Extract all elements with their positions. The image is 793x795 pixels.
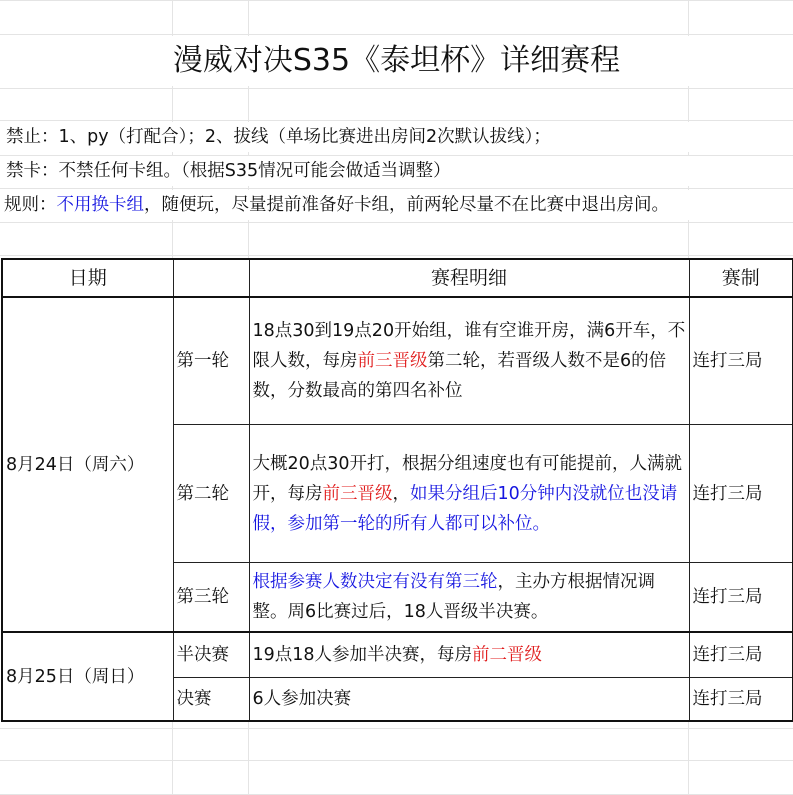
ban-line: 禁止：1、py（打配合）；2、拔线（单场比赛进出房间2次默认拔线）； — [0, 122, 793, 152]
round-format: 连打三局 — [689, 297, 793, 425]
detail-text: 19点18人参加半决赛，每房 — [252, 645, 473, 665]
detail-highlight-red: 前三晋级 — [322, 483, 393, 504]
round-detail: 6人参加决赛 — [249, 678, 689, 722]
header-round — [173, 259, 249, 297]
page-title: 漫威对决S35《泰坦杯》详细赛程 — [0, 36, 793, 86]
detail-highlight-red: 前二晋级 — [472, 645, 543, 665]
detail-text: 18点30到19点20开始组，谁有空谁开房，满6开车，不限人数，每房 — [252, 321, 686, 371]
round-name: 第二轮 — [173, 425, 249, 563]
rule-prefix: 规则： — [4, 195, 57, 215]
detail-text: ， — [392, 483, 410, 504]
detail-highlight-blue: 根据参赛人数决定有没有第三轮 — [252, 572, 498, 592]
round-name: 第三轮 — [173, 563, 249, 633]
detail-text: 第二轮，若晋级人数不是6的倍数，分数最高的第四名补位 — [252, 351, 667, 401]
detail-text: ，主办方根据情况调整。周6比赛过后，18人晋级半决赛。 — [252, 572, 655, 622]
schedule-table — [1, 258, 793, 722]
header-detail: 赛程明细 — [249, 259, 689, 297]
detail-text: 大概20点30开打，根据分组速度也有可能提前，人满就开，每房 — [252, 453, 683, 504]
date-cell-day1: 8月24日（周六） — [2, 297, 173, 632]
ban-card-line: 禁卡：不禁任何卡组。（根据S35情况可能会做适当调整） — [0, 156, 793, 186]
table-row — [2, 632, 793, 678]
round-format: 连打三局 — [689, 678, 793, 722]
detail-highlight-blue: 如果分组后10分钟内没就位也没请假，参加第一轮的所有人都可以补位。 — [252, 483, 678, 534]
rule-line — [0, 190, 793, 220]
rule-suffix: ，随便玩，尽量提前准备好卡组，前两轮尽量不在比赛中退出房间。 — [144, 195, 669, 215]
round-detail — [249, 563, 689, 633]
table-row — [2, 297, 793, 425]
round-detail — [249, 425, 689, 563]
round-format: 连打三局 — [689, 425, 793, 563]
date-cell-day2: 8月25日（周日） — [2, 632, 173, 721]
round-detail — [249, 297, 689, 425]
round-name: 第一轮 — [173, 297, 249, 425]
round-detail — [249, 632, 689, 678]
round-format: 连打三局 — [689, 632, 793, 678]
header-date: 日期 — [2, 259, 173, 297]
table-header-row — [2, 259, 793, 297]
round-name: 决赛 — [173, 678, 249, 722]
detail-highlight-red: 前三晋级 — [357, 351, 428, 371]
rule-highlight: 不用换卡组 — [56, 195, 144, 215]
round-format: 连打三局 — [689, 563, 793, 633]
header-format: 赛制 — [689, 259, 793, 297]
round-name: 半决赛 — [173, 632, 249, 678]
